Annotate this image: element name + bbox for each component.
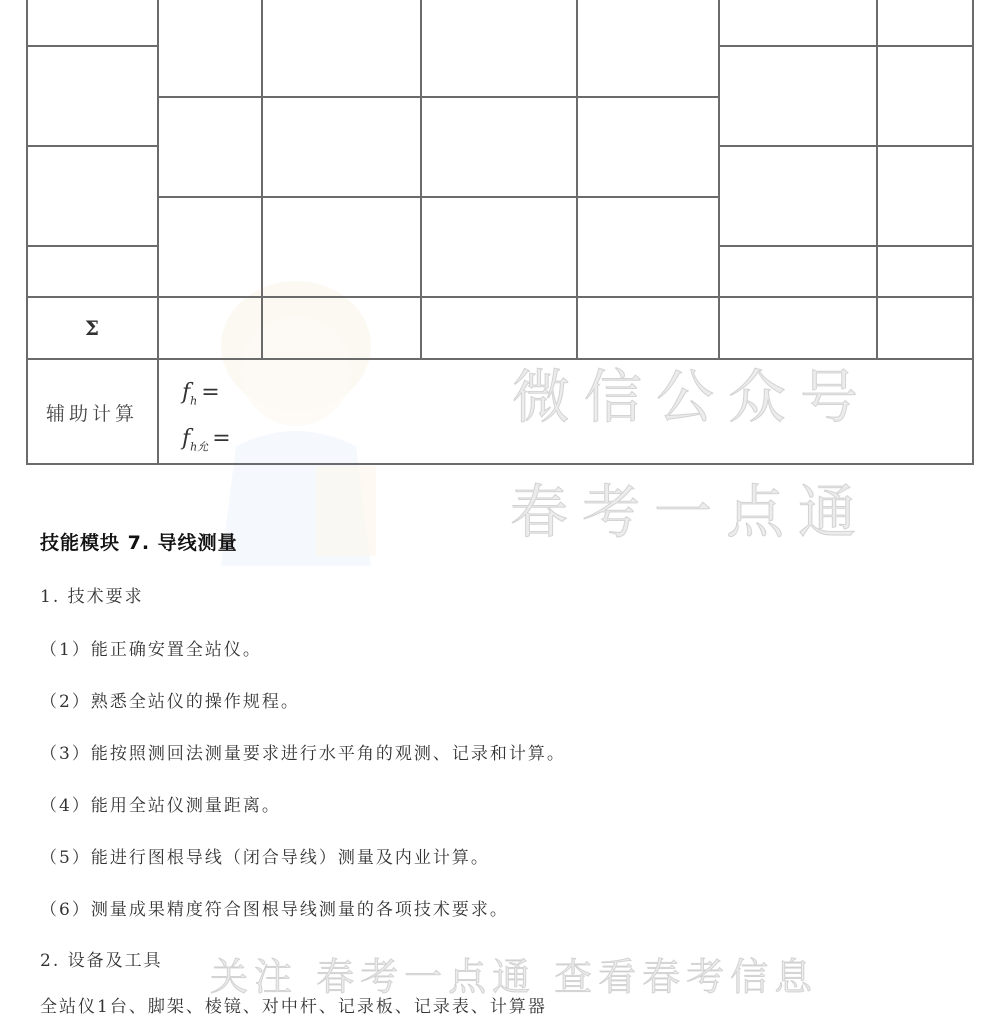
table-border-right: [972, 0, 974, 465]
formula-symbol: f: [182, 426, 191, 451]
requirement-item: （6）测量成果精度符合图根导线测量的各项技术要求。: [40, 900, 509, 920]
sum-row-label: Σ: [84, 316, 100, 340]
formula-subscript: h: [190, 394, 198, 408]
formula-equals: =: [201, 380, 220, 405]
formula-equals: =: [212, 426, 231, 451]
table-row-divider: [26, 245, 158, 247]
table-col-divider: [876, 0, 878, 359]
watermark-brand: 春考一点通: [510, 478, 871, 546]
requirement-item: （5）能进行图根导线（闭合导线）测量及内业计算。: [40, 848, 490, 868]
table-row-divider: [158, 196, 719, 198]
watermark-footer: 关注 春考一点通 查看春考信息: [210, 955, 819, 999]
formula-symbol: f: [182, 380, 191, 405]
requirement-item: （1）能正确安置全站仪。: [40, 640, 262, 660]
table-row-divider: [158, 96, 719, 98]
watermark-wechat: 微信公众号: [512, 363, 873, 431]
table-col-divider: [420, 0, 422, 359]
table-row-divider: [719, 145, 974, 147]
requirement-item: （2）熟悉全站仪的操作规程。: [40, 692, 300, 712]
table-row-divider: [26, 145, 158, 147]
allowed-error-formula: [182, 426, 231, 454]
requirement-item: （4）能用全站仪测量距离。: [40, 796, 281, 816]
section-heading: 技能模块 7. 导线测量: [40, 532, 238, 554]
subsection-title-requirements: 1. 技术要求: [40, 587, 144, 607]
aux-calc-label: 辅助计算: [45, 402, 138, 425]
table-border-bottom: [26, 463, 974, 465]
sum-row-top-border: [26, 296, 974, 298]
table-row-divider: [26, 45, 158, 47]
formula-subscript: h允: [190, 440, 209, 454]
subsection-title-equipment: 2. 设备及工具: [40, 951, 163, 971]
table-row-divider: [719, 245, 974, 247]
table-col-divider: [718, 0, 720, 359]
equipment-list-truncated: 全站仪1台、脚架、棱镜、对中杆、记录板、记录表、计算器: [40, 997, 547, 1017]
closure-error-formula: [182, 380, 220, 407]
sum-row-bottom-border: [26, 358, 974, 360]
table-col-divider: [261, 0, 263, 359]
requirement-item: （3）能按照测回法测量要求进行水平角的观测、记录和计算。: [40, 744, 566, 764]
table-col-divider: [576, 0, 578, 359]
table-row-divider: [719, 45, 974, 47]
